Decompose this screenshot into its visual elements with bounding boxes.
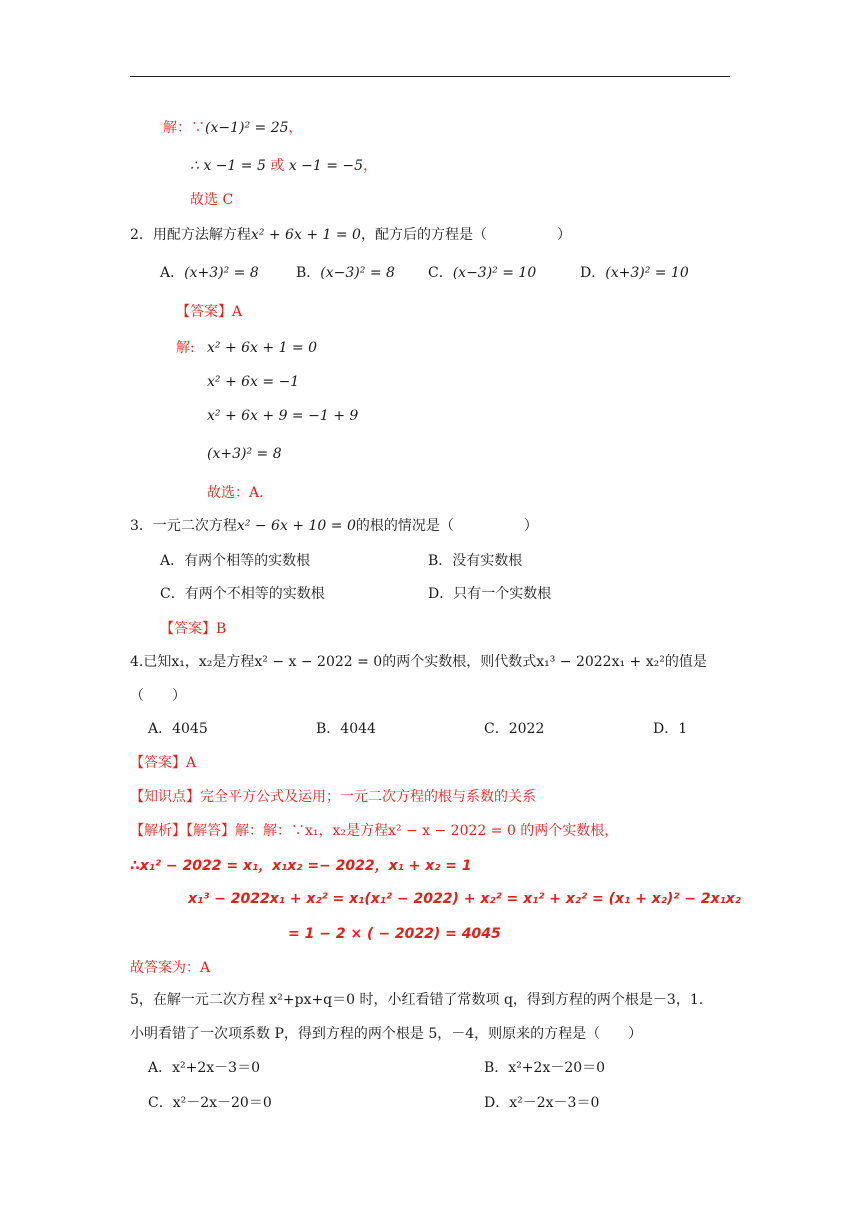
q3-stem — [130, 516, 538, 536]
q1-equation: (x−1)² = 25 — [205, 120, 289, 136]
q3-option-a-label: A． — [160, 553, 185, 569]
q4-option-c-label: C． — [484, 721, 509, 737]
q4-derive-3: = 1 − 2 × ( − 2022) = 4045 — [288, 926, 501, 942]
q4-option-c-text: 2022 — [508, 721, 545, 737]
q4-stem: 4.已知x₁，x₂是方程x² − x − 2022 = 0的两个实数根，则代数式x₁³ − 2022x₁ + x₂²的值是 — [130, 654, 707, 670]
q3-option-d-text: 只有一个实数根 — [453, 586, 552, 602]
q2-equation: x² + 6x + 1 = 0 — [250, 227, 361, 243]
q5-option-c — [148, 1093, 272, 1113]
q3-option-b-text: 没有实数根 — [452, 553, 523, 569]
q5-option-b-text: x²+2x－20＝0 — [508, 1060, 606, 1076]
q2-step-3: x² + 6x + 9 = −1 + 9 — [207, 408, 359, 424]
q3-option-b — [428, 551, 522, 571]
q2-solution-prefix: 解: — [176, 340, 195, 356]
q4-option-d-label: D． — [653, 721, 679, 737]
q4-option-a — [148, 719, 208, 739]
q4-option-b — [316, 719, 376, 739]
q5-option-d-label: D． — [484, 1095, 510, 1111]
q4-derive-2: x₁³ − 2022x₁ + x₂² = x₁(x₁² − 2022) + x₂² = x₁² + x₂² = (x₁ + x₂)² − 2x₁x₂ — [188, 891, 741, 907]
q1-solution-line1 — [163, 118, 303, 138]
q4-conclusion: 故答案为：A — [130, 960, 211, 976]
q5-option-a — [148, 1058, 260, 1078]
q1-case-a: ∴ x −1 = 5 — [190, 158, 266, 174]
q3-option-c-label: C． — [160, 586, 185, 602]
q5-option-b-label: B． — [484, 1060, 509, 1076]
q4-option-c — [484, 719, 544, 739]
q4-option-b-label: B． — [316, 721, 341, 737]
q3-equation: x² − 6x + 10 = 0 — [236, 518, 356, 534]
q5-option-d — [484, 1093, 599, 1113]
q3-option-a-text: 有两个相等的实数根 — [184, 553, 311, 569]
q2-stem — [130, 225, 571, 245]
q2-stem-suffix: ，配方后的方程是（ ） — [360, 227, 571, 243]
q3-option-a — [160, 551, 310, 571]
q4-answer: 【答案】A — [130, 755, 197, 771]
q1-choice: 故选 C — [190, 192, 234, 208]
q2-option-d-text: (x+3)² = 10 — [605, 265, 689, 281]
q3-option-c-text: 有两个不相等的实数根 — [184, 586, 325, 602]
q2-option-a — [160, 263, 259, 283]
q1-case-b: x −1 = −5 — [288, 158, 364, 174]
q5-option-a-label: A． — [148, 1060, 173, 1076]
q3-option-c — [160, 584, 325, 604]
q5-option-c-label: C． — [148, 1095, 173, 1111]
q2-option-b-label: B． — [296, 265, 321, 281]
q1-solution-prefix: 解：∵ — [163, 120, 205, 136]
q2-option-b — [296, 263, 395, 283]
q2-option-c-label: C． — [428, 265, 453, 281]
q4-option-a-label: A． — [148, 721, 173, 737]
q3-stem-prefix: 3．一元二次方程 — [130, 518, 237, 534]
q3-option-b-label: B． — [428, 553, 453, 569]
q4-option-b-text: 4044 — [340, 721, 376, 737]
q1-solution-line2 — [190, 156, 377, 176]
q2-answer: 【答案】A — [176, 304, 243, 320]
q3-stem-suffix: 的根的情况是（ ） — [355, 518, 538, 534]
q5-option-a-text: x²+2x－3＝0 — [172, 1060, 260, 1076]
q5-option-b — [484, 1058, 605, 1078]
q4-option-d-text: 1 — [678, 721, 688, 737]
q4-option-a-text: 4045 — [172, 721, 208, 737]
q5-stem-line1: 5，在解一元二次方程 x²+px+q＝0 时，小红看错了常数项 q，得到方程的两个根是－3，1. — [130, 992, 704, 1008]
q2-step-2: x² + 6x = −1 — [207, 374, 300, 390]
q2-option-d-label: D． — [580, 265, 606, 281]
q2-option-c-text: (x−3)² = 10 — [452, 265, 537, 281]
q2-step-4: (x+3)² = 8 — [207, 446, 282, 462]
q3-answer: 【答案】B — [160, 621, 227, 637]
q5-option-d-text: x²－2x－3＝0 — [509, 1095, 600, 1111]
q5-option-c-text: x²－2x－20＝0 — [172, 1095, 272, 1111]
q5-stem-line2: 小明看错了一次项系数 P，得到方程的两个根是 5，－4，则原来的方程是（ ） — [130, 1026, 643, 1042]
q4-analysis: 【解析】【解答】解：解：∵x₁，x₂是方程x² − x − 2022 = 0 的两个实数根， — [130, 823, 619, 839]
q2-stem-prefix: 2．用配方法解方程 — [130, 227, 251, 243]
q4-derive-1: ∴x₁² − 2022 = x₁，x₁x₂ =− 2022，x₁ + x₂ = 1 — [130, 858, 472, 874]
q2-option-a-text: (x+3)² = 8 — [184, 265, 259, 281]
q2-option-c — [428, 263, 536, 283]
q1-comma2: ， — [363, 158, 378, 174]
q1-or: 或 — [270, 158, 285, 174]
q3-option-d — [428, 584, 551, 604]
q3-option-d-label: D． — [428, 586, 454, 602]
q2-option-a-label: A． — [160, 265, 185, 281]
q1-comma: ， — [288, 120, 303, 136]
q4-option-d — [653, 719, 687, 739]
q4-knowledge: 【知识点】完全平方公式及运用；一元二次方程的根与系数的关系 — [130, 789, 536, 805]
q2-option-b-text: (x−3)² = 8 — [320, 265, 395, 281]
q2-step-1: x² + 6x + 1 = 0 — [207, 340, 318, 356]
q4-stem-line2: （ ） — [130, 688, 186, 704]
q2-option-d — [580, 263, 689, 283]
header-rule — [130, 76, 730, 77]
q2-choice: 故选：A. — [207, 485, 264, 501]
